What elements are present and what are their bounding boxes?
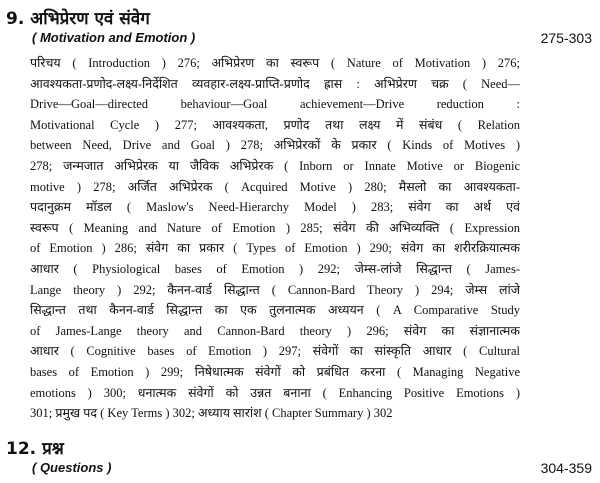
contents-line: motive ) 278; अर्जित अभिप्रेरक ( Acquired Motive ) 280; मैसलो का आवश्यकता- — [30, 179, 520, 194]
questions-number: 12. — [6, 439, 37, 459]
contents-line: स्वरूप ( Meaning and Nature of Emotion ) 285; संवेग की अभिव्यक्ति ( Expression — [30, 220, 520, 235]
contents-line: आधार ( Physiological bases of Emotion ) 292; जेम्स-लांजे सिद्धान्त ( James- — [30, 261, 520, 276]
contents-line: of James-Lange theory and Cannon-Bard theory ) 296; संवेग का संज्ञानात्मक — [30, 323, 520, 338]
chapter-page-range: 275-303 — [540, 30, 592, 46]
contents-line: 301; प्रमुख पद ( Key Terms ) 302; अध्याय सारांश ( Chapter Summary ) 302 — [30, 406, 393, 421]
chapter-heading — [6, 6, 150, 29]
contents-line: सिद्धान्त तथा कैनन-वार्ड सिद्धान्त का एक तुलनात्मक अध्ययन ( A Comparative Study — [30, 303, 520, 318]
contents-line: between Need, Drive and Goal ) 278; अभिप्रेरकों के प्रकार ( Kinds of Motives ) — [30, 138, 520, 153]
contents-line: bases of Emotion ) 299; निषेधात्मक संवेगों को प्रबंधित करना ( Managing Negative — [30, 364, 520, 379]
contents-line: आवश्यकता-प्रणोद-लक्ष्य-निर्देशित व्यवहार-लक्ष्य-प्राप्ति-प्रणोद ह्रास : अभिप्रेरण चक्र ( Need— — [30, 76, 520, 91]
contents-line: emotions ) 300; धनात्मक संवेगों को उन्नत बनाना ( Enhancing Positive Emotions ) — [30, 385, 520, 400]
chapter-contents — [30, 53, 520, 424]
contents-line: पदानुक्रम मॉडल ( Maslow's Need-Hierarchy Model ) 283; संवेग का अर्थ एवं — [30, 200, 520, 215]
chapter-number: 9. — [6, 9, 25, 29]
questions-title-hindi: प्रश्न — [42, 439, 64, 459]
contents-line: 278; जन्मजात अभिप्रेरक या जैविक अभिप्रेरक ( Inborn or Innate Motive or Biogenic — [30, 158, 520, 173]
contents-line: Lange theory ) 292; कैनन-वार्ड सिद्धान्त ( Cannon-Bard Theory ) 294; जेम्स लांजे — [30, 282, 520, 297]
questions-page-range: 304-359 — [540, 460, 592, 476]
contents-line: परिचय ( Introduction ) 276; अभिप्रेरण का स्वरूप ( Nature of Motivation ) 276; — [30, 56, 520, 70]
questions-heading — [6, 436, 64, 459]
chapter-title-hindi: अभिप्रेरण एवं संवेग — [30, 9, 150, 29]
chapter-title-english: ( Motivation and Emotion ) — [32, 30, 196, 45]
contents-line: आधार ( Cognitive bases of Emotion ) 297; संवेगों का सांस्कृति आधार ( Cultural — [30, 344, 520, 359]
contents-line: Motivational Cycle ) 277; आवश्यकता, प्रणोद तथा लक्ष्य में संबंध ( Relation — [30, 117, 520, 132]
questions-title-english: ( Questions ) — [32, 460, 112, 475]
contents-line: Drive—Goal—directed behaviour—Goal achievement—Drive reduction : — [30, 97, 520, 112]
contents-line: of Emotion ) 286; संवेग का प्रकार ( Types of Emotion ) 290; संवेग का शरीरक्रियात्मक — [30, 241, 520, 256]
